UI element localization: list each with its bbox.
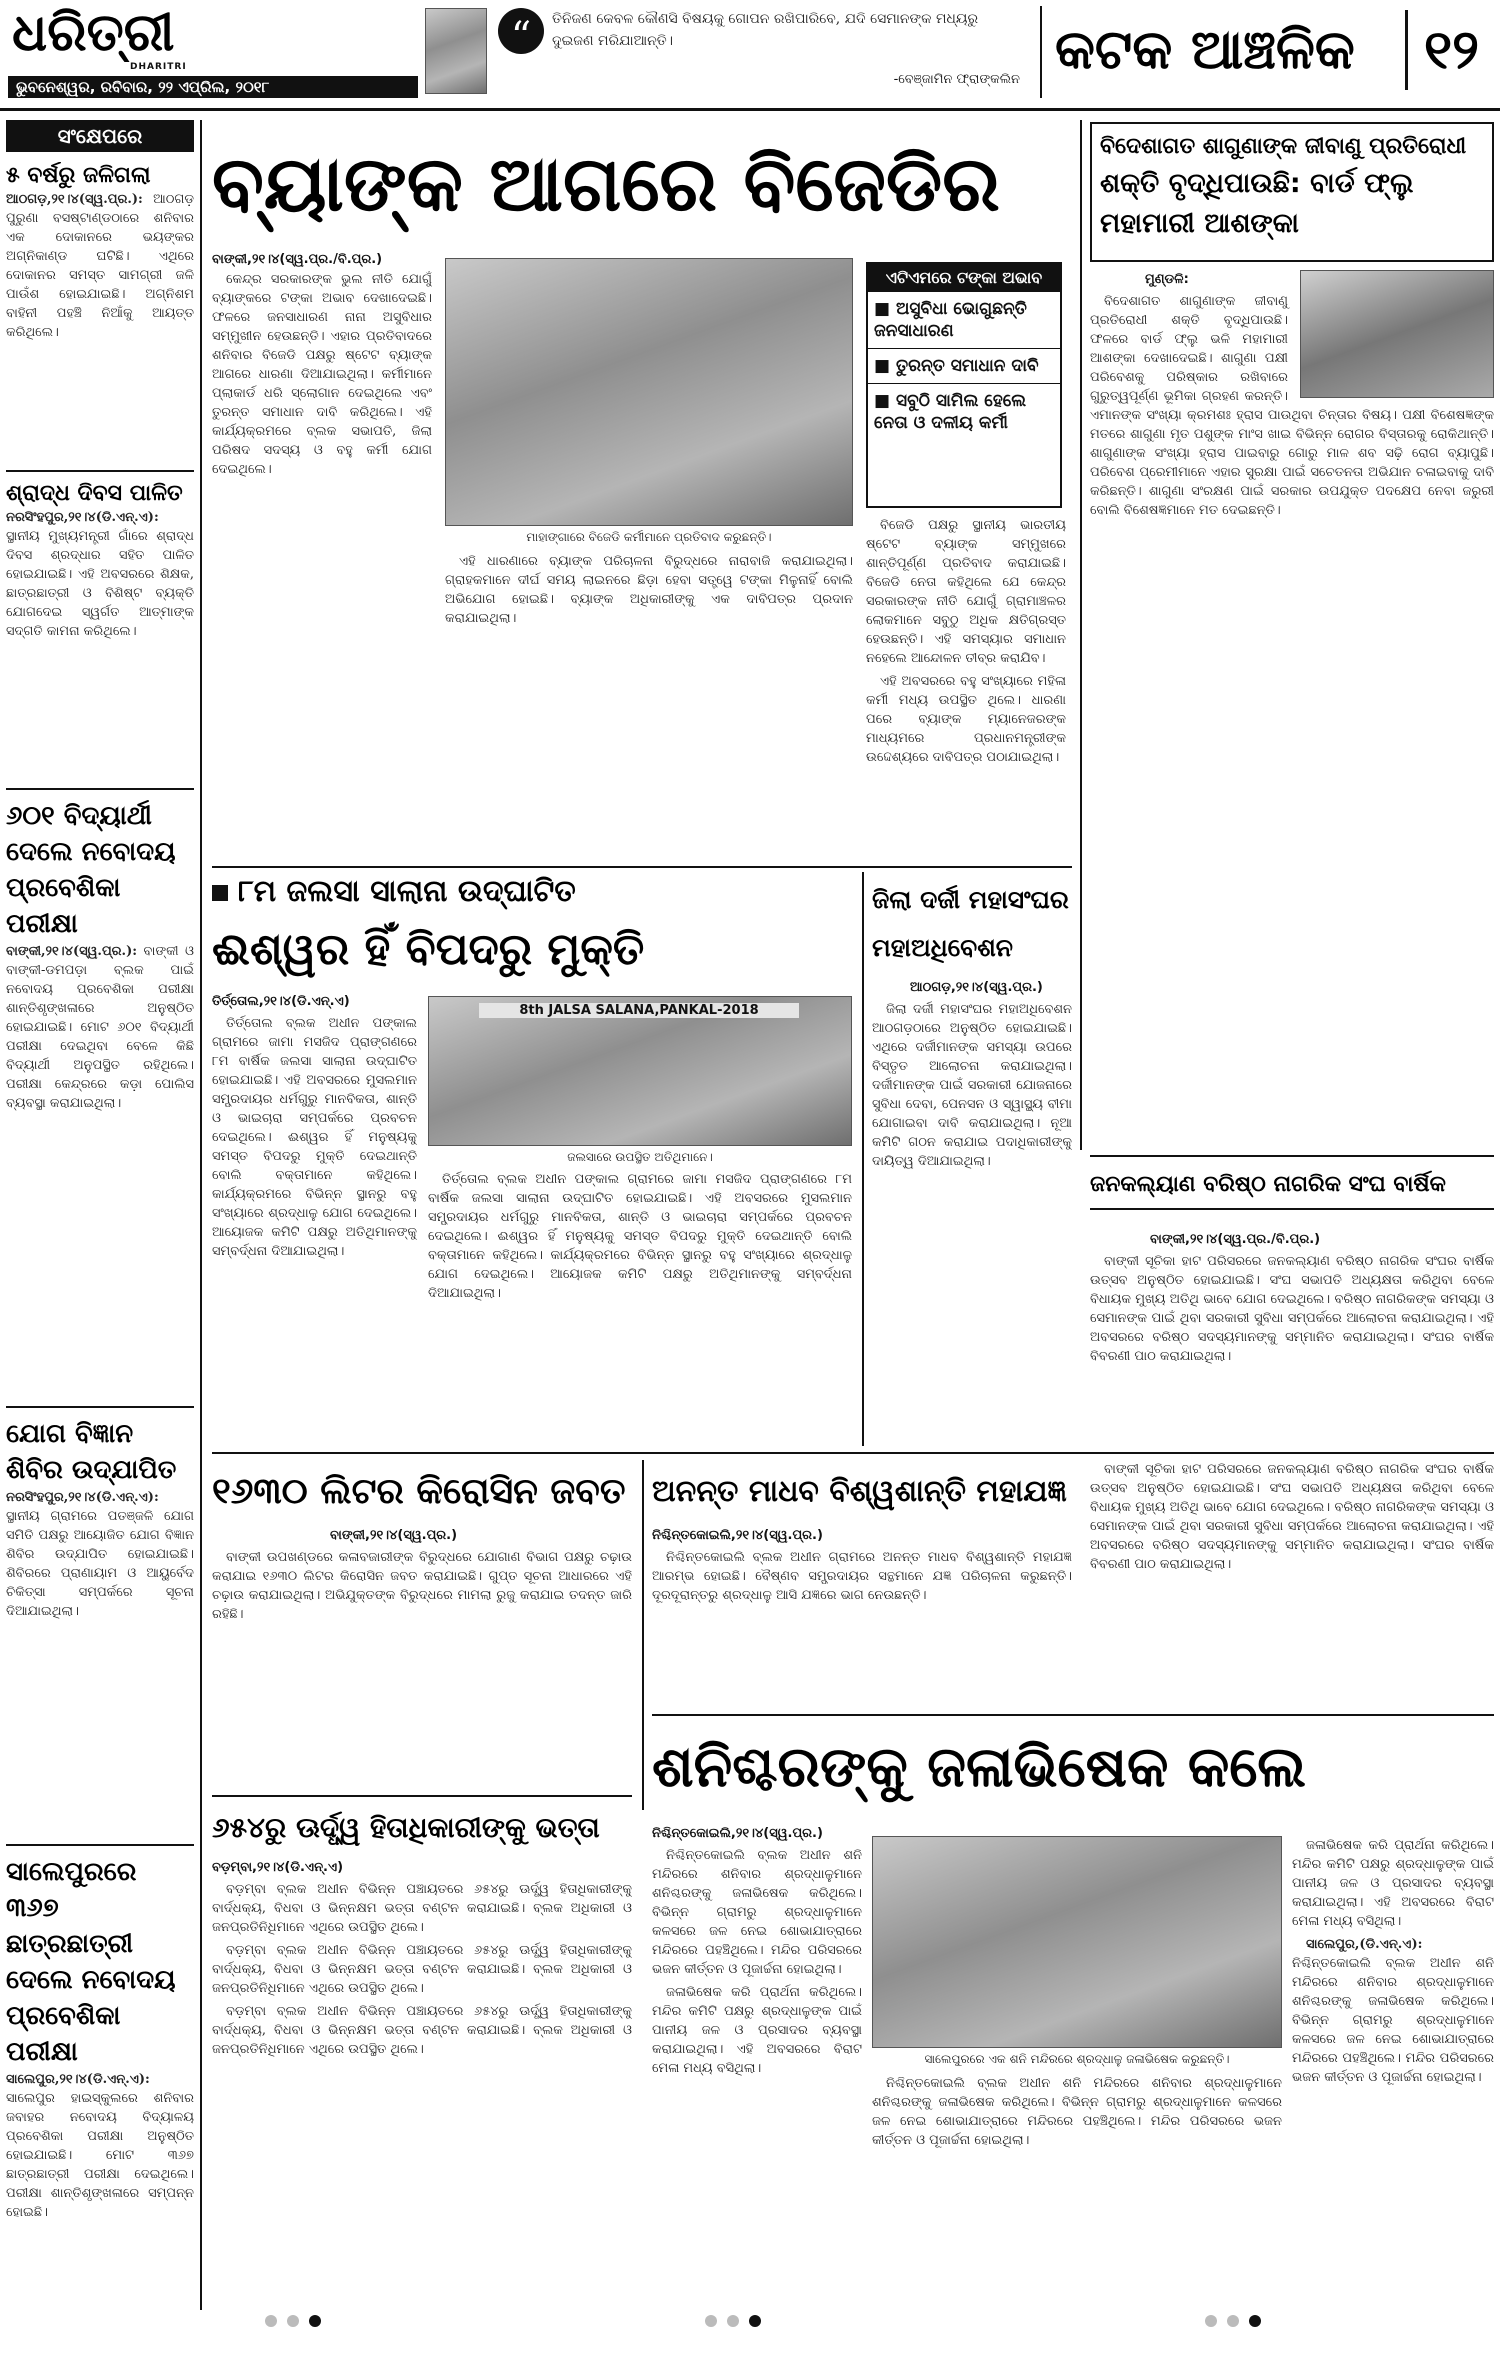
jalsa-body-col2 bbox=[428, 1170, 852, 1444]
lead-col1-text: କେନ୍ଦ୍ର ସରକାରଙ୍କ ଭୁଲ ନୀତି ଯୋଗୁଁ ବ୍ୟାଙ୍କରେ ଟଙ୍କା ଅଭାବ ଦେଖାଦେଇଛି। ଫଳରେ ଜନସାଧାରଣ ନାନା ଅସୁବିଧାର ସମ୍ମୁଖୀନ ହେଉଛନ୍ତି। ଏହାର ପ୍ରତିବାଦରେ ଶନିବାର ବିଜେଡି ପକ୍ଷରୁ ଷ୍ଟେଟ ବ୍ୟାଙ୍କ ଆଗରେ ଧାରଣା ଦିଆଯାଇଥିଲା। କର୍ମୀମାନେ ପ୍ଲାକାର୍ଡ ଧରି ସ୍ଲୋଗାନ ଦେଇଥିଲେ ଏବଂ ତୁରନ୍ତ ସମାଧାନ ଦାବି କରିଥିଲେ। ଏହି କାର୍ଯ୍ୟକ୍ରମରେ ବ୍ଲକ ସଭାପତି, ଜିଲା ପରିଷଦ ସଦସ୍ୟ ଓ ବହୁ କର୍ମୀ ଯୋଗ ଦେଇଥିଲେ। bbox=[212, 272, 432, 477]
sidebar-item-body: ସ୍ଥାନୀୟ ଗ୍ରାମରେ ପତଞ୍ଜଳି ଯୋଗ ସମିତି ପକ୍ଷରୁ ଆୟୋଜିତ ଯୋଗ ବିଜ୍ଞାନ ଶିବିର ଉଦ୍‌ଯାପିତ ହୋଇଯାଇଛି। ଶିବିରରେ ପ୍ରାଣାୟାମ ଓ ଆୟୁର୍ବେଦ ଚିକିତ୍ସା ସମ୍ପର୍କରେ ସୂଚନା ଦିଆଯାଇଥିଲା। bbox=[6, 1509, 194, 1619]
shani-dateline: ନିଶ୍ଚିନ୍ତକୋଇଲି,୨୧।୪(ସ୍ୱ.ପ୍ର.) bbox=[652, 1826, 823, 1841]
shani-body-text: ଜଳାଭିଷେକ କରି ପ୍ରାର୍ଥନା କରିଥିଲେ। ମନ୍ଦିର କମିଟି ପକ୍ଷରୁ ଶ୍ରଦ୍ଧାଳୁଙ୍କ ପାଇଁ ପାନୀୟ ଜଳ ଓ ପ୍ରସାଦର ବ୍ୟବସ୍ଥା କରାଯାଇଥିଲା। ଏହି ଅବସରରେ ବିରାଟ ମେଳା ମଧ୍ୟ ବସିଥିଲା। bbox=[652, 1985, 862, 2076]
lead-col3-text: ବିଜେଡି ପକ୍ଷରୁ ସ୍ଥାନୀୟ ଭାରତୀୟ ଷ୍ଟେଟ ବ୍ୟାଙ୍କ ସମ୍ମୁଖରେ ଶାନ୍ତିପୂର୍ଣ୍ଣ ପ୍ରତିବାଦ କରାଯାଇଛି। ବିଜେଡି ନେତା କହିଥିଲେ ଯେ କେନ୍ଦ୍ର ସରକାରଙ୍କ ନୀତି ଯୋଗୁଁ ଗ୍ରାମାଞ୍ଚଳର ଲୋକମାନେ ସବୁଠୁ ଅଧିକ କ୍ଷତିଗ୍ରସ୍ତ ହେଉଛନ୍ତି। ଏହି ସମସ୍ୟାର ସମାଧାନ ନହେଲେ ଆନ୍ଦୋଳନ ତୀବ୍ର କରାଯିବ। bbox=[866, 518, 1066, 666]
senior-body-text: ବାଙ୍କୀ ସୂଚିକା ହାଟ ପରିସରରେ ଜନକଲ୍ୟାଣ ବରିଷ୍ଠ ନାଗରିକ ସଂଘର ବାର୍ଷିକ ଉତ୍ସବ ଅନୁଷ୍ଠିତ ହୋଇଯାଇଛି। ସଂଘ ସଭାପତି ଅଧ୍ୟକ୍ଷତା କରିଥିବା ବେଳେ ବିଧାୟକ ମୁଖ୍ୟ ଅତିଥି ଭାବେ ଯୋଗ ଦେଇଥିଲେ। ବରିଷ୍ଠ ନାଗରିକଙ୍କ ସମସ୍ୟା ଓ ସେମାନଙ୍କ ପାଇଁ ଥିବା ସରକାରୀ ସୁବିଧା ସମ୍ପର୍କରେ ଆଲୋଚନା କରାଯାଇଥିଲା। ଏହି ଅବସରରେ ବରିଷ୍ଠ ସଦସ୍ୟମାନଙ୍କୁ ସମ୍ମାନିତ କରାଯାଇଥିଲା। ସଂଘର ବାର୍ଷିକ ବିବରଣୀ ପାଠ କରାଯାଇଥିଲା। bbox=[1090, 1462, 1494, 1572]
shani-signoff: ସାଲେପୁର,(ଡି.ଏନ୍.ଏ): bbox=[1306, 1937, 1423, 1952]
masthead-logo-sub: DHARITRI bbox=[130, 62, 187, 72]
ananta-body bbox=[652, 1548, 1072, 1708]
shani-body-text: ନିଶ୍ଚିନ୍ତକୋଇଲି ବ୍ଲକ ଅଧୀନ ଶନି ମନ୍ଦିରରେ ଶନିବାର ଶ୍ରଦ୍ଧାଳୁମାନେ ଶନିଶ୍ଚରଙ୍କୁ ଜଳାଭିଷେକ କରିଥିଲେ। ବିଭିନ୍ନ ଗ୍ରାମରୁ ଶ୍ରଦ୍ଧାଳୁମାନେ କଳସରେ ଜଳ ନେଇ ଶୋଭାଯାତ୍ରାରେ ମନ୍ଦିରରେ ପହଞ୍ଚିଥିଲେ। ମନ୍ଦିର ପରିସରରେ ଭଜନ କୀର୍ତ୍ତନ ଓ ପୂଜାର୍ଚ୍ଚନା ହୋଇଥିଲା। bbox=[872, 2076, 1282, 2148]
kerosene-dateline: ବାଙ୍କୀ,୨୧।୪(ସ୍ୱ.ପ୍ର.) bbox=[330, 1528, 458, 1543]
factbox-item: ■ ଅସୁବିଧା ଭୋଗୁଛନ୍ତି ଜନସାଧାରଣ bbox=[868, 292, 1060, 349]
sidebar-divider bbox=[6, 788, 194, 790]
lead-col2 bbox=[445, 552, 853, 860]
sidebar-label: ସଂକ୍ଷେପରେ bbox=[6, 120, 194, 152]
jalsa-kicker: ୮ମ ଜଲସା ସାଲାନା ଉଦ୍‌ଘାଟିତ bbox=[212, 872, 852, 912]
birdflu-body-text: ବିଦେଶାଗତ ଶାଗୁଣାଙ୍କ ଜୀବାଣୁ ପ୍ରତିରୋଧୀ ଶକ୍ତି ବୃଦ୍ଧିପାଉଛି। ଫଳରେ ବାର୍ଡ ଫ୍ଲୁ ଭଳି ମହାମାରୀ ଆଶଙ୍କା ଦେଖାଦେଇଛି। ଶାଗୁଣା ପକ୍ଷୀ ପରିବେଶକୁ ପରିଷ୍କାର ରଖିବାରେ ଗୁରୁତ୍ୱପୂର୍ଣ୍ଣ ଭୂମିକା ଗ୍ରହଣ କରନ୍ତି। ଏମାନଙ୍କ ସଂଖ୍ୟା କ୍ରମଶଃ ହ୍ରାସ ପାଉଥିବା ଚିନ୍ତାର ବିଷୟ। ପକ୍ଷୀ ବିଶେଷଜ୍ଞଙ୍କ ମତରେ ଶାଗୁଣା ମୃତ ପଶୁଙ୍କ ମାଂସ ଖାଇ ବିଭିନ୍ନ ରୋଗର ବିସ୍ତାରକୁ ରୋକିଥାନ୍ତି। ଶାଗୁଣାଙ୍କ ସଂଖ୍ୟା ହ୍ରାସ ପାଇବାରୁ ଗୋରୁ ମାଳ ଶବ ସଢ଼ି ରୋଗ ବ୍ୟାପୁଛି। ପରିବେଶ ପ୍ରେମୀମାନେ ଏହାର ସୁରକ୍ଷା ପାଇଁ ସଚେତନତା ଅଭିଯାନ ଚଳାଇବାକୁ ଦାବି କରିଛନ୍ତି। ଶାଗୁଣା ସଂରକ୍ଷଣ ପାଇଁ ସରକାର ଉପଯୁକ୍ତ ପଦକ୍ଷେପ ନେବା ଜରୁରୀ ବୋଲି ବିଶେଷଜ୍ଞମାନେ ମତ ଦେଇଛନ୍ତି। bbox=[1090, 294, 1494, 518]
sidebar-item bbox=[6, 1854, 194, 2354]
registration-marks-right bbox=[1200, 2312, 1320, 2328]
ananta-body-text: ନିଶ୍ଚିନ୍ତକୋଇଲି ବ୍ଲକ ଅଧୀନ ଗ୍ରାମରେ ଅନନ୍ତ ମାଧବ ବିଶ୍ୱଶାନ୍ତି ମହାଯଜ୍ଞ ଆରମ୍ଭ ହୋଇଛି। ବୈଷ୍ଣବ ସମ୍ପ୍ରଦାୟର ସନ୍ଥମାନେ ଯଜ୍ଞ ପରିଚାଳନା କରୁଛନ୍ତି। ଦୂରଦୂରାନ୍ତରୁ ଶ୍ରଦ୍ଧାଳୁ ଆସି ଯଜ୍ଞରେ ଭାଗ ନେଉଛନ୍ତି। bbox=[652, 1550, 1072, 1603]
lead-headline: ବ୍ୟାଙ୍କ ଆଗରେ ବିଜେଡିର bbox=[212, 139, 1000, 228]
hita-body-text: ବଡ଼ମ୍ବା ବ୍ଲକ ଅଧୀନ ବିଭିନ୍ନ ପଞ୍ଚାୟତରେ ୬୫୪ରୁ ଊର୍ଦ୍ଧ୍ୱ ହିତାଧିକାରୀଙ୍କୁ ବାର୍ଦ୍ଧକ୍ୟ, ବିଧବା ଓ ଭିନ୍ନକ୍ଷମ ଭତ୍ତା ବଣ୍ଟନ କରାଯାଇଛି। ବ୍ଲକ ଅଧିକାରୀ ଓ ଜନପ୍ରତିନିଧିମାନେ ଏଥିରେ ଉପସ୍ଥିତ ଥିଲେ। bbox=[212, 1943, 632, 1996]
sidebar-item-dateline: ନରସିଂହପୁର,୨୧।୪(ଡି.ଏନ୍.ଏ): bbox=[6, 510, 159, 525]
birdflu-body bbox=[1090, 292, 1494, 1150]
shani-photo bbox=[872, 1836, 1282, 2048]
shani-top-rule bbox=[652, 1714, 1494, 1716]
jalsa-photo-caption: ଜଲସାରେ ଉପସ୍ଥିତ ଅତିଥିମାନେ। bbox=[567, 1150, 713, 1164]
masthead-rule bbox=[0, 108, 1500, 111]
jalsa-headline: ଈଶ୍ୱର ହିଁ ବିପଦରୁ ମୁକ୍ତି bbox=[212, 924, 645, 975]
kicker-square-icon bbox=[212, 885, 228, 901]
sidebar-item-body: ଆଠଗଡ଼ ପୁରୁଣା ବସଷ୍ଟାଣ୍ଡଠାରେ ଶନିବାର ଏକ ଦୋକାନରେ ଭୟଙ୍କର ଅଗ୍ନିକାଣ୍ଡ ଘଟିଛି। ଏଥିରେ ଦୋକାନର ସମସ୍ତ ସାମଗ୍ରୀ ଜଳି ପାଉଁଶ ହୋଇଯାଇଛି। ଅଗ୍ନିଶମ ବାହିନୀ ପହଞ୍ଚି ନିଆଁକୁ ଆୟତ୍ତ କରିଥିଲେ। bbox=[6, 192, 194, 340]
jalsa-banner: 8th JALSA SALANA,PANKAL-2018 bbox=[479, 1003, 799, 1018]
shani-headline: ଶନିଶ୍ଚରଙ୍କୁ ଜଳାଭିଷେକ କଲେ bbox=[652, 1735, 1306, 1800]
senior-body-text: ବାଙ୍କୀ ସୂଚିକା ହାଟ ପରିସରରେ ଜନକଲ୍ୟାଣ ବରିଷ୍ଠ ନାଗରିକ ସଂଘର ବାର୍ଷିକ ଉତ୍ସବ ଅନୁଷ୍ଠିତ ହୋଇଯାଇଛି। ସଂଘ ସଭାପତି ଅଧ୍ୟକ୍ଷତା କରିଥିବା ବେଳେ ବିଧାୟକ ମୁଖ୍ୟ ଅତିଥି ଭାବେ ଯୋଗ ଦେଇଥିଲେ। ବରିଷ୍ଠ ନାଗରିକଙ୍କ ସମସ୍ୟା ଓ ସେମାନଙ୍କ ପାଇଁ ଥିବା ସରକାରୀ ସୁବିଧା ସମ୍ପର୍କରେ ଆଲୋଚନା କରାଯାଇଥିଲା। ଏହି ଅବସରରେ ବରିଷ୍ଠ ସଦସ୍ୟମାନଙ୍କୁ ସମ୍ମାନିତ କରାଯାଇଥିଲା। ସଂଘର ବାର୍ଷିକ ବିବରଣୀ ପାଠ କରାଯାଇଥିଲା। bbox=[1090, 1254, 1494, 1364]
lead-col3 bbox=[866, 516, 1066, 860]
jalsa-body-text: ତିର୍ତ୍ତୋଲ ବ୍ଲକ ଅଧୀନ ପଙ୍କାଲ ଗ୍ରାମରେ ଜାମା ମସଜିଦ ପ୍ରାଙ୍ଗଣରେ ୮ମ ବାର୍ଷିକ ଜଲସା ସାଲାନା ଉଦ୍‌ଘାଟିତ ହୋଇଯାଇଛି। ଏହି ଅବସରରେ ମୁସଲମାନ ସମ୍ପ୍ରଦାୟର ଧର୍ମଗୁରୁ ମାନବିକତା, ଶାନ୍ତି ଓ ଭାଇଚାରା ସମ୍ପର୍କରେ ପ୍ରବଚନ ଦେଇଥିଲେ। ଈଶ୍ୱର ହିଁ ମନୁଷ୍ୟକୁ ସମସ୍ତ ବିପଦରୁ ମୁକ୍ତି ଦେଇଥାନ୍ତି ବୋଲି ବକ୍ତାମାନେ କହିଥିଲେ। କାର୍ଯ୍ୟକ୍ରମରେ ବିଭିନ୍ନ ସ୍ଥାନରୁ ବହୁ ସଂଖ୍ୟାରେ ଶ୍ରଦ୍ଧାଳୁ ଯୋଗ ଦେଇଥିଲେ। ଆୟୋଜକ କମିଟି ପକ୍ଷରୁ ଅତିଥିମାନଙ୍କୁ ସମ୍ବର୍ଦ୍ଧନା ଦିଆଯାଇଥିଲା। bbox=[212, 1016, 417, 1259]
ananta-dateline: ନିଶ୍ଚିନ୍ତକୋଇଲି,୨୧।୪(ସ୍ୱ.ପ୍ର.) bbox=[652, 1528, 823, 1543]
factbox-item: ■ ସବୁଠି ସାମିଲ ହେଲେ ନେତା ଓ ଦଳୀୟ କର୍ମୀ bbox=[874, 391, 1027, 433]
jalsa-body-text: ତିର୍ତ୍ତୋଲ ବ୍ଲକ ଅଧୀନ ପଙ୍କାଲ ଗ୍ରାମରେ ଜାମା ମସଜିଦ ପ୍ରାଙ୍ଗଣରେ ୮ମ ବାର୍ଷିକ ଜଲସା ସାଲାନା ଉଦ୍‌ଘାଟିତ ହୋଇଯାଇଛି। ଏହି ଅବସରରେ ମୁସଲମାନ ସମ୍ପ୍ରଦାୟର ଧର୍ମଗୁରୁ ମାନବିକତା, ଶାନ୍ତି ଓ ଭାଇଚାରା ସମ୍ପର୍କରେ ପ୍ରବଚନ ଦେଇଥିଲେ। ଈଶ୍ୱର ହିଁ ମନୁଷ୍ୟକୁ ସମସ୍ତ ବିପଦରୁ ମୁକ୍ତି ଦେଇଥାନ୍ତି ବୋଲି ବକ୍ତାମାନେ କହିଥିଲେ। କାର୍ଯ୍ୟକ୍ରମରେ ବିଭିନ୍ନ ସ୍ଥାନରୁ ବହୁ ସଂଖ୍ୟାରେ ଶ୍ରଦ୍ଧାଳୁ ଯୋଗ ଦେଇଥିଲେ। ଆୟୋଜକ କମିଟି ପକ୍ଷରୁ ଅତିଥିମାନଙ୍କୁ ସମ୍ବର୍ଦ୍ଧନା ଦିଆଯାଇଥିଲା। bbox=[428, 1172, 852, 1301]
sidebar-item-title: ଶ୍ରାଦ୍ଧ ଦିବସ ପାଳିତ bbox=[6, 481, 183, 506]
jalsa-dateline: ତିର୍ତ୍ତୋଲ,୨୧।୪(ଡି.ଏନ୍.ଏ) bbox=[212, 994, 350, 1009]
masthead-logo: ଧରିତ୍ରୀ bbox=[12, 4, 175, 62]
hita-body-text: ବଡ଼ମ୍ବା ବ୍ଲକ ଅଧୀନ ବିଭିନ୍ନ ପଞ୍ଚାୟତରେ ୬୫୪ରୁ ଊର୍ଦ୍ଧ୍ୱ ହିତାଧିକାରୀଙ୍କୁ ବାର୍ଦ୍ଧକ୍ୟ, ବିଧବା ଓ ଭିନ୍ନକ୍ଷମ ଭତ୍ତା ବଣ୍ଟନ କରାଯାଇଛି। ବ୍ଲକ ଅଧିକାରୀ ଓ ଜନପ୍ରତିନିଧିମାନେ ଏଥିରେ ଉପସ୍ଥିତ ଥିଲେ। bbox=[212, 2004, 632, 2057]
factbox-title: ଏଟିଏମରେ ଟଙ୍କା ଅଭାବ bbox=[868, 264, 1060, 292]
jalsa-photo bbox=[428, 996, 852, 1146]
zilla-left-rule bbox=[862, 872, 864, 1446]
shani-body-col3 bbox=[1292, 1836, 1494, 2302]
zilla-body-text: ଜିଲା ଦର୍ଜୀ ମହାସଂଘର ମହାଅଧିବେଶନ ଆଠଗଡ଼ଠାରେ ଅନୁଷ୍ଠିତ ହୋଇଯାଇଛି। ଏଥିରେ ଦର୍ଜୀମାନଙ୍କ ସମସ୍ୟା ଉପରେ ବିସ୍ତୃତ ଆଲୋଚନା କରାଯାଇଥିଲା। ଦର୍ଜୀମାନଙ୍କ ପାଇଁ ସରକାରୀ ଯୋଜନାରେ ସୁବିଧା ଦେବା, ପେନସନ ଓ ସ୍ୱାସ୍ଥ୍ୟ ବୀମା ଯୋଗାଇବା ଦାବି କରାଯାଇଥିଲା। ନୂଆ କମିଟି ଗଠନ କରାଯାଇ ପଦାଧିକାରୀଙ୍କୁ ଦାୟିତ୍ୱ ଦିଆଯାଇଥିଲା। bbox=[872, 1002, 1072, 1169]
birdflu-headline-1: ବିଦେଶାଗତ ଶାଗୁଣାଙ୍କ ଜୀବାଣୁ ପ୍ରତିରୋଧୀ bbox=[1100, 134, 1467, 159]
hita-body-text: ବଡ଼ମ୍ବା ବ୍ଲକ ଅଧୀନ ବିଭିନ୍ନ ପଞ୍ଚାୟତରେ ୬୫୪ରୁ ଊର୍ଦ୍ଧ୍ୱ ହିତାଧିକାରୀଙ୍କୁ ବାର୍ଦ୍ଧକ୍ୟ, ବିଧବା ଓ ଭିନ୍ନକ୍ଷମ ଭତ୍ତା ବଣ୍ଟନ କରାଯାଇଛି। ବ୍ଲକ ଅଧିକାରୀ ଓ ଜନପ୍ରତିନିଧିମାନେ ଏଥିରେ ଉପସ୍ଥିତ ଥିଲେ। bbox=[212, 1882, 632, 1935]
jalsa-body-col1 bbox=[212, 1014, 417, 1444]
lead-col1 bbox=[212, 270, 432, 860]
masthead-divider bbox=[1040, 6, 1042, 98]
senior-headline-underline bbox=[1090, 1208, 1494, 1210]
sidebar-item bbox=[6, 798, 194, 1398]
lead-photo-caption: ମାହାଙ୍ଗାରେ ବିଜେଡି କର୍ମୀମାନେ ପ୍ରତିବାଦ କରୁଛନ୍ତି। bbox=[526, 530, 772, 544]
registration-marks-center bbox=[700, 2312, 820, 2328]
franklin-portrait bbox=[425, 8, 487, 94]
sidebar-item-title: ଯୋଗ ବିଜ୍ଞାନ ଶିବିର ଉଦ୍‌ଯାପିତ bbox=[6, 1419, 177, 1485]
lead-col2-text: ଏହି ଧାରଣାରେ ବ୍ୟାଙ୍କ ପରିଚାଳନା ବିରୁଦ୍ଧରେ ନାରାବାଜି କରାଯାଇଥିଲା। ଗ୍ରାହକମାନେ ଦୀର୍ଘ ସମୟ ଲାଇନରେ ଛିଡ଼ା ହେବା ସତ୍ତ୍ୱେ ଟଙ୍କା ମିଳୁନାହିଁ ବୋଲି ଅଭିଯୋଗ ହୋଇଛି। ବ୍ୟାଙ୍କ ଅଧିକାରୀଙ୍କୁ ଏକ ଦାବିପତ୍ର ପ୍ରଦାନ କରାଯାଇଥିଲା। bbox=[445, 554, 853, 626]
registration-marks-left bbox=[260, 2312, 380, 2328]
hita-dateline: ବଡ଼ମ୍ବା,୨୧।୪(ଡି.ଏନ୍.ଏ) bbox=[212, 1860, 344, 1875]
ananta-headline: ଅନନ୍ତ ମାଧବ ବିଶ୍ୱଶାନ୍ତି ମହାଯଜ୍ଞ bbox=[652, 1474, 1067, 1509]
sidebar-item-title: ୬୦୧ ବିଦ୍ୟାର୍ଥୀ ଦେଲେ ନବୋଦୟ ପ୍ରବେଶିକା ପରୀକ୍ଷା bbox=[6, 801, 176, 939]
lead-factbox bbox=[866, 262, 1062, 508]
birdflu-bottom-rule bbox=[1090, 1155, 1494, 1157]
shani-body-col2 bbox=[872, 2074, 1282, 2302]
sidebar-item-body: ସ୍ଥାନୀୟ ମୁଖ୍ୟମନ୍ତ୍ରୀ ଗାଁରେ ଶ୍ରାଦ୍ଧ ଦିବସ ଶ୍ରଦ୍ଧାର ସହିତ ପାଳିତ ହୋଇଯାଇଛି। ଏହି ଅବସରରେ ଶିକ୍ଷକ, ଛାତ୍ରଛାତ୍ରୀ ଓ ବିଶିଷ୍ଟ ବ୍ୟକ୍ତି ଯୋଗଦେଇ ସ୍ୱର୍ଗତ ଆତ୍ମାଙ୍କ ସଦ୍ଗତି କାମନା କରିଥିଲେ। bbox=[6, 529, 194, 639]
hita-body bbox=[212, 1880, 632, 2300]
shani-body-text: ଜଳାଭିଷେକ କରି ପ୍ରାର୍ଥନା କରିଥିଲେ। ମନ୍ଦିର କମିଟି ପକ୍ଷରୁ ଶ୍ରଦ୍ଧାଳୁଙ୍କ ପାଇଁ ପାନୀୟ ଜଳ ଓ ପ୍ରସାଦର ବ୍ୟବସ୍ଥା କରାଯାଇଥିଲା। ଏହି ଅବସରରେ ବିରାଟ ମେଳା ମଧ୍ୟ ବସିଥିଲା। bbox=[1292, 1838, 1494, 1929]
lead-bottom-rule bbox=[212, 866, 1072, 868]
sidebar-item-dateline: ବାଙ୍କୀ,୨୧।୪(ସ୍ୱ.ପ୍ର.): bbox=[6, 944, 138, 959]
sidebar-item bbox=[6, 162, 194, 462]
factbox-item: ■ ତୁରନ୍ତ ସମାଧାନ ଦାବି bbox=[868, 349, 1060, 384]
right-column-rule bbox=[1080, 120, 1082, 1150]
masthead-dateline: ଭୁବନେଶ୍ୱର, ରବିବାର, ୨୨ ଏପ୍ରିଲ, ୨୦୧୮ bbox=[8, 76, 418, 98]
sidebar bbox=[6, 120, 194, 2320]
zilla-headline: ଜିଲା ଦର୍ଜୀ ମହାସଂଘର ମହାଅଧିବେଶନ bbox=[872, 885, 1069, 962]
senior-body bbox=[1090, 1252, 1494, 1444]
sidebar-item-dateline: ଆଠଗଡ଼,୨୧।୪(ସ୍ୱ.ପ୍ର.): bbox=[6, 192, 143, 207]
shani-body-col1 bbox=[652, 1846, 862, 2302]
zilla-body bbox=[872, 1000, 1072, 1444]
sidebar-divider bbox=[6, 1406, 194, 1408]
kerosene-body bbox=[212, 1548, 632, 1790]
masthead bbox=[0, 0, 1500, 108]
kerosene-headline: ୧୬୩୦ ଲିଟର କିରୋସିନ ଜବତ bbox=[212, 1471, 626, 1512]
shani-photo-caption: ସାଲେପୁରରେ ଏକ ଶନି ମନ୍ଦିରରେ ଶ୍ରଦ୍ଧାଳୁ ଜଳାଭିଷେକ କରୁଛନ୍ତି। bbox=[924, 2052, 1230, 2066]
senior-headline: ଜନକଲ୍ୟାଣ ବରିଷ୍ଠ ନାଗରିକ ସଂଘ ବାର୍ଷିକ bbox=[1090, 1172, 1446, 1197]
masthead-quote-author: -ବେଞ୍ଜାମିନ ଫ୍ରାଙ୍କଲିନ bbox=[893, 72, 1020, 87]
lead-photo bbox=[445, 258, 853, 526]
kerosene-body-text: ବାଙ୍କୀ ଉପଖଣ୍ଡରେ କଳାବଜାରୀଙ୍କ ବିରୁଦ୍ଧରେ ଯୋଗାଣ ବିଭାଗ ପକ୍ଷରୁ ଚଢ଼ାଉ କରାଯାଇ ୧୬୩୦ ଲିଟର କିରୋସିନ ଜବତ କରାଯାଇଛି। ଗୁପ୍ତ ସୂଚନା ଆଧାରରେ ଏହି ଚଢ଼ାଉ କରାଯାଇଥିଲା। ଅଭିଯୁକ୍ତଙ୍କ ବିରୁଦ୍ଧରେ ମାମଲା ରୁଜୁ କରାଯାଇ ତଦନ୍ତ ଜାରି ରହିଛି। bbox=[212, 1550, 632, 1622]
hita-top-rule bbox=[212, 1795, 632, 1797]
senior-dateline: ବାଙ୍କୀ,୨୧।୪(ସ୍ୱ.ପ୍ର./ବି.ପ୍ର.) bbox=[1150, 1232, 1321, 1247]
sidebar-item-dateline: ନରସିଂହପୁର,୨୧।୪(ଡି.ଏନ୍.ଏ): bbox=[6, 1490, 159, 1505]
lead-dateline: ବାଙ୍କୀ,୨୧।୪(ସ୍ୱ.ପ୍ର./ବି.ପ୍ର.) bbox=[212, 252, 383, 267]
sidebar-item-title: ସାଲେପୁରରେ ୩୬୭ ଛାତ୍ରଛାତ୍ରୀ ଦେଲେ ନବୋଦୟ ପ୍ରବେଶିକା ପରୀକ୍ଷା bbox=[6, 1857, 176, 2067]
masthead-quote: ତିନିଜଣ କେବଳ କୌଣସି ବିଷୟକୁ ଗୋପନ ରଖିପାରିବେ, ଯଦି ସେମାନଙ୍କ ମଧ୍ୟରୁ ଦୁଇଜଣ ମରିଯାଆନ୍ତି। bbox=[552, 11, 979, 49]
sidebar-item-dateline: ସାଲେପୁର,୨୧।୪(ଡି.ଏନ୍.ଏ): bbox=[6, 2072, 150, 2087]
section-title: କଟକ ଆଞ୍ଚଳିକ bbox=[1055, 18, 1355, 81]
sidebar-item-title: ୫ ବର୍ଷରୁ ଜଳିଗଲା bbox=[6, 163, 151, 188]
senior-body-continued bbox=[1090, 1460, 1494, 1710]
hita-headline: ୬୫୪ରୁ ଊର୍ଦ୍ଧ୍ୱ ହିତାଧିକାରୀଙ୍କୁ ଭତ୍ତା bbox=[212, 1811, 600, 1844]
sidebar-item-body: ବାଙ୍କୀ ଓ ବାଙ୍କୀ-ଡମପଡ଼ା ବ୍ଲକ ପାଇଁ ନବୋଦୟ ପ୍ରବେଶିକା ପରୀକ୍ଷା ଶାନ୍ତିଶୃଙ୍ଖଳାରେ ଅନୁଷ୍ଠିତ ହୋଇଯାଇଛି। ମୋଟ ୬୦୧ ବିଦ୍ୟାର୍ଥୀ ପରୀକ୍ଷା ଦେଇଥିବା ବେଳେ କିଛି ବିଦ୍ୟାର୍ଥୀ ଅନୁପସ୍ଥିତ ରହିଥିଲେ। ପରୀକ୍ଷା କେନ୍ଦ୍ରରେ କଡ଼ା ପୋଲିସ ବ୍ୟବସ୍ଥା କରାଯାଇଥିଲା। bbox=[6, 944, 194, 1111]
page-number: ୧୨ bbox=[1405, 10, 1495, 90]
kerosene-rule bbox=[642, 1460, 644, 1810]
zilla-dateline: ଆଠଗଡ଼,୨୧।୪(ସ୍ୱ.ପ୍ର.) bbox=[910, 980, 1043, 995]
sidebar-item-body: ସାଲେପୁର ହାଇସ୍କୁଲରେ ଶନିବାର ଜବାହର ନବୋଦୟ ବିଦ୍ୟାଳୟ ପ୍ରବେଶିକା ପରୀକ୍ଷା ଅନୁଷ୍ଠିତ ହୋଇଯାଇଛି। ମୋଟ ୩୬୭ ଛାତ୍ରଛାତ୍ରୀ ପରୀକ୍ଷା ଦେଇଥିଲେ। ପରୀକ୍ଷା ଶାନ୍ତିଶୃଙ୍ଖଳାରେ ସମ୍ପନ୍ନ ହୋଇଛି। bbox=[6, 2091, 194, 2220]
sidebar-divider bbox=[6, 1844, 194, 1846]
shani-body-text: ନିଶ୍ଚିନ୍ତକୋଇଲି ବ୍ଲକ ଅଧୀନ ଶନି ମନ୍ଦିରରେ ଶନିବାର ଶ୍ରଦ୍ଧାଳୁମାନେ ଶନିଶ୍ଚରଙ୍କୁ ଜଳାଭିଷେକ କରିଥିଲେ। ବିଭିନ୍ନ ଗ୍ରାମରୁ ଶ୍ରଦ୍ଧାଳୁମାନେ କଳସରେ ଜଳ ନେଇ ଶୋଭାଯାତ୍ରାରେ ମନ୍ଦିରରେ ପହଞ୍ଚିଥିଲେ। ମନ୍ଦିର ପରିସରରେ ଭଜନ କୀର୍ତ୍ତନ ଓ ପୂଜାର୍ଚ୍ଚନା ହୋଇଥିଲା। bbox=[652, 1848, 862, 1977]
mid-rule bbox=[212, 1452, 1494, 1454]
birdflu-headline-box bbox=[1090, 122, 1494, 262]
shani-body-text: ନିଶ୍ଚିନ୍ତକୋଇଲି ବ୍ଲକ ଅଧୀନ ଶନି ମନ୍ଦିରରେ ଶନିବାର ଶ୍ରଦ୍ଧାଳୁମାନେ ଶନିଶ୍ଚରଙ୍କୁ ଜଳାଭିଷେକ କରିଥିଲେ। ବିଭିନ୍ନ ଗ୍ରାମରୁ ଶ୍ରଦ୍ଧାଳୁମାନେ କଳସରେ ଜଳ ନେଇ ଶୋଭାଯାତ୍ରାରେ ମନ୍ଦିରରେ ପହଞ୍ଚିଥିଲେ। ମନ୍ଦିର ପରିସରରେ ଭଜନ କୀର୍ତ୍ତନ ଓ ପୂଜାର୍ଚ୍ଚନା ହୋଇଥିଲା। bbox=[1292, 1956, 1494, 2085]
sidebar-item bbox=[6, 480, 194, 780]
birdflu-dateline: ମୁଣ୍ଡଳି: bbox=[1145, 272, 1189, 287]
sidebar-item bbox=[6, 1416, 194, 1836]
sidebar-divider bbox=[6, 470, 194, 472]
birdflu-headline-2: ଶକ୍ତି ବୃଦ୍ଧିପାଉଛି: ବାର୍ଡ ଫ୍ଲୁ ମହାମାରୀ ଆଶଙ୍କା bbox=[1100, 168, 1414, 239]
lead-col4-text: ଏହି ଅବସରରେ ବହୁ ସଂଖ୍ୟାରେ ମହିଳା କର୍ମୀ ମଧ୍ୟ ଉପସ୍ଥିତ ଥିଲେ। ଧାରଣା ପରେ ବ୍ୟାଙ୍କ ମ୍ୟାନେଜରଙ୍କ ମାଧ୍ୟମରେ ପ୍ରଧାନମନ୍ତ୍ରୀଙ୍କ ଉଦ୍ଦେଶ୍ୟରେ ଦାବିପତ୍ର ପଠାଯାଇଥିଲା। bbox=[866, 674, 1066, 765]
sidebar-rule bbox=[200, 120, 202, 2310]
quote-mark-icon: “ bbox=[498, 8, 544, 54]
